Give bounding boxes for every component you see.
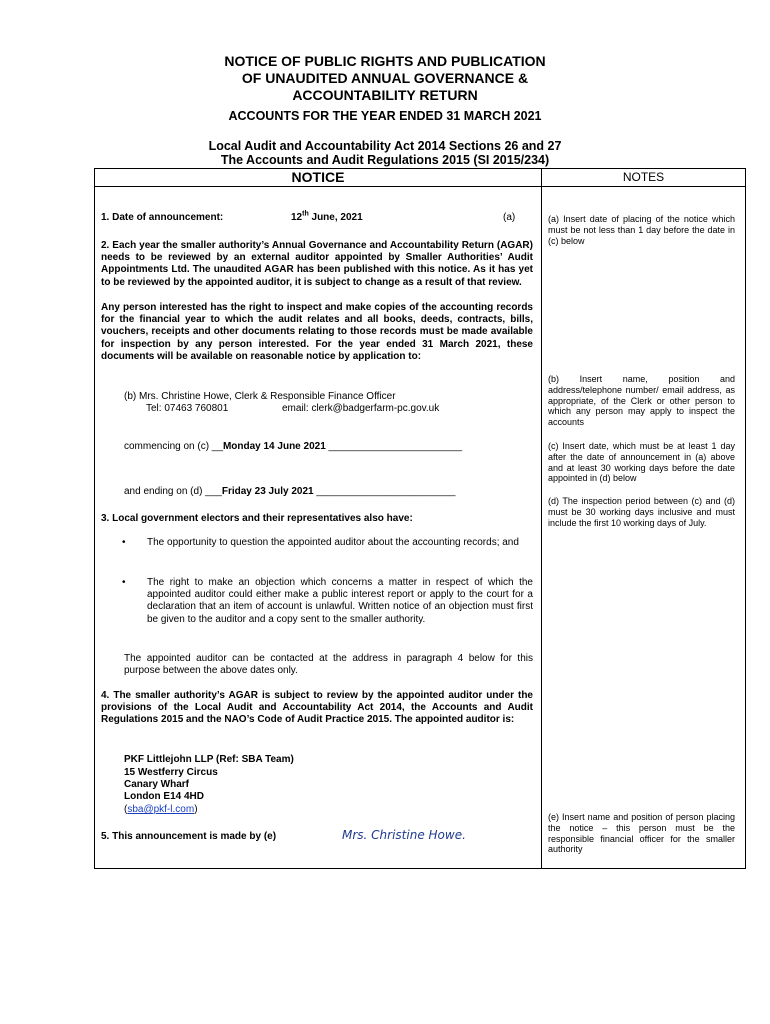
bullet-icon: • [122,537,126,548]
auditor-contact-text: The appointed auditor can be contacted at the address in paragraph 4 below for this purpose between the above dates only. [124,653,533,677]
title-line-3: ACCOUNTABILITY RETURN [292,87,478,103]
signature-name: Mrs. Christine Howe. [342,828,466,842]
column-divider [541,169,542,868]
item1-label: 1. Date of announcement: [101,212,224,223]
act-line-1: Local Audit and Accountability Act 2014 Sections 26 and 27 [208,139,562,153]
accounts-line: ACCOUNTS FOR THE YEAR ENDED 31 MARCH 2021 [228,109,542,123]
ending-line: and ending on (d) ___Friday 23 July 2021 _________________________ [124,486,456,497]
note-d: (d) The inspection period between (c) and (d) must be 30 working days inclusive and must include the first 10 working days of July. [548,496,735,528]
act-line-2: The Accounts and Audit Regulations 2015 (SI 2015/234) [220,153,550,167]
announcement-date: 12th June, 2021 [291,210,363,223]
auditor-name: PKF Littlejohn LLP (Ref: SBA Team) [124,754,294,765]
note-b: (b) Insert name, position and address/telephone number/ email address, as appropriate, of the Clerk or other person to which any person may apply to inspect the accounts [548,374,735,428]
bullet2-text: The right to make an objection which concerns a matter in respect of which the appointed auditor could either make a public interest report or apply to the court for a declaration that an item of account is unlawful. Written notice of an objection must first be given to the auditor and a copy sent to the smaller authority. [147,577,533,625]
auditor-address-2: Canary Wharf [124,779,190,790]
bullet-icon: • [122,577,126,588]
note-a: (a) Insert date of placing of the notice which must be not less than 1 day before the date in (c) below [548,214,735,246]
note-e: (e) Insert name and position of person placing the notice – this person must be the responsible financial officer for the smaller authority [548,812,735,855]
contact-tel: Tel: 07463 760801 [146,403,229,414]
contact-line: (b) Mrs. Christine Howe, Clerk & Responsible Finance Officer [124,391,396,402]
header-divider [95,186,745,187]
title-line-1: NOTICE OF PUBLIC RIGHTS AND PUBLICATION [224,53,546,69]
note-c: (c) Insert date, which must be at least 1 day after the date of announcement in (a) above and at least 30 working days before the date appointed in (d) below [548,441,735,484]
commencing-line: commencing on (c) __Monday 14 June 2021 ________________________ [124,441,463,452]
notice-heading: NOTICE [291,169,345,185]
auditor-address-3: London E14 4HD [124,791,205,802]
item2-text: 2. Each year the smaller authority’s Annual Governance and Accountability Return (AGAR) needs to be reviewed by an external auditor appointed by Smaller Authorities’ Audit Appointments Ltd. The unaudited AGAR has been published with this notice. As it has yet to be reviewed by the appointed auditor, it is subject to change as a result of that review. [101,240,533,288]
auditor-address-1: 15 Westferry Circus [124,767,218,778]
item2-text2: Any person interested has the right to inspect and make copies of the accounting records for the financial year to which the audit relates and all books, deeds, contracts, bills, vouchers, receipts and other documents relating to those records must be made available for inspection by any person interested. For the year ended 31 March 2021, these documents will be available on reasonable notice by application to: [101,302,533,362]
auditor-email-link[interactable]: sba@pkf-l.com [127,804,195,815]
bullet1-text: The opportunity to question the appointed auditor about the accounting records; and [147,537,519,548]
auditor-email-line: (sba@pkf-l.com) [124,804,198,815]
item3-heading: 3. Local government electors and their representatives also have: [101,513,413,524]
notes-heading: NOTES [622,170,665,184]
title-line-2: OF UNAUDITED ANNUAL GOVERNANCE & [241,70,529,86]
item1-ref: (a) [503,212,516,223]
item4-text: 4. The smaller authority’s AGAR is subject to review by the appointed auditor under the provisions of the Local Audit and Accountability Act 2014, the Accounts and Audit Regulations 2015 and the NAO’s Code of Audit Practice 2015. The appointed auditor is: [101,690,533,726]
item5-label: 5. This announcement is made by (e) [101,831,277,842]
contact-email: email: clerk@badgerfarm-pc.gov.uk [282,403,440,414]
